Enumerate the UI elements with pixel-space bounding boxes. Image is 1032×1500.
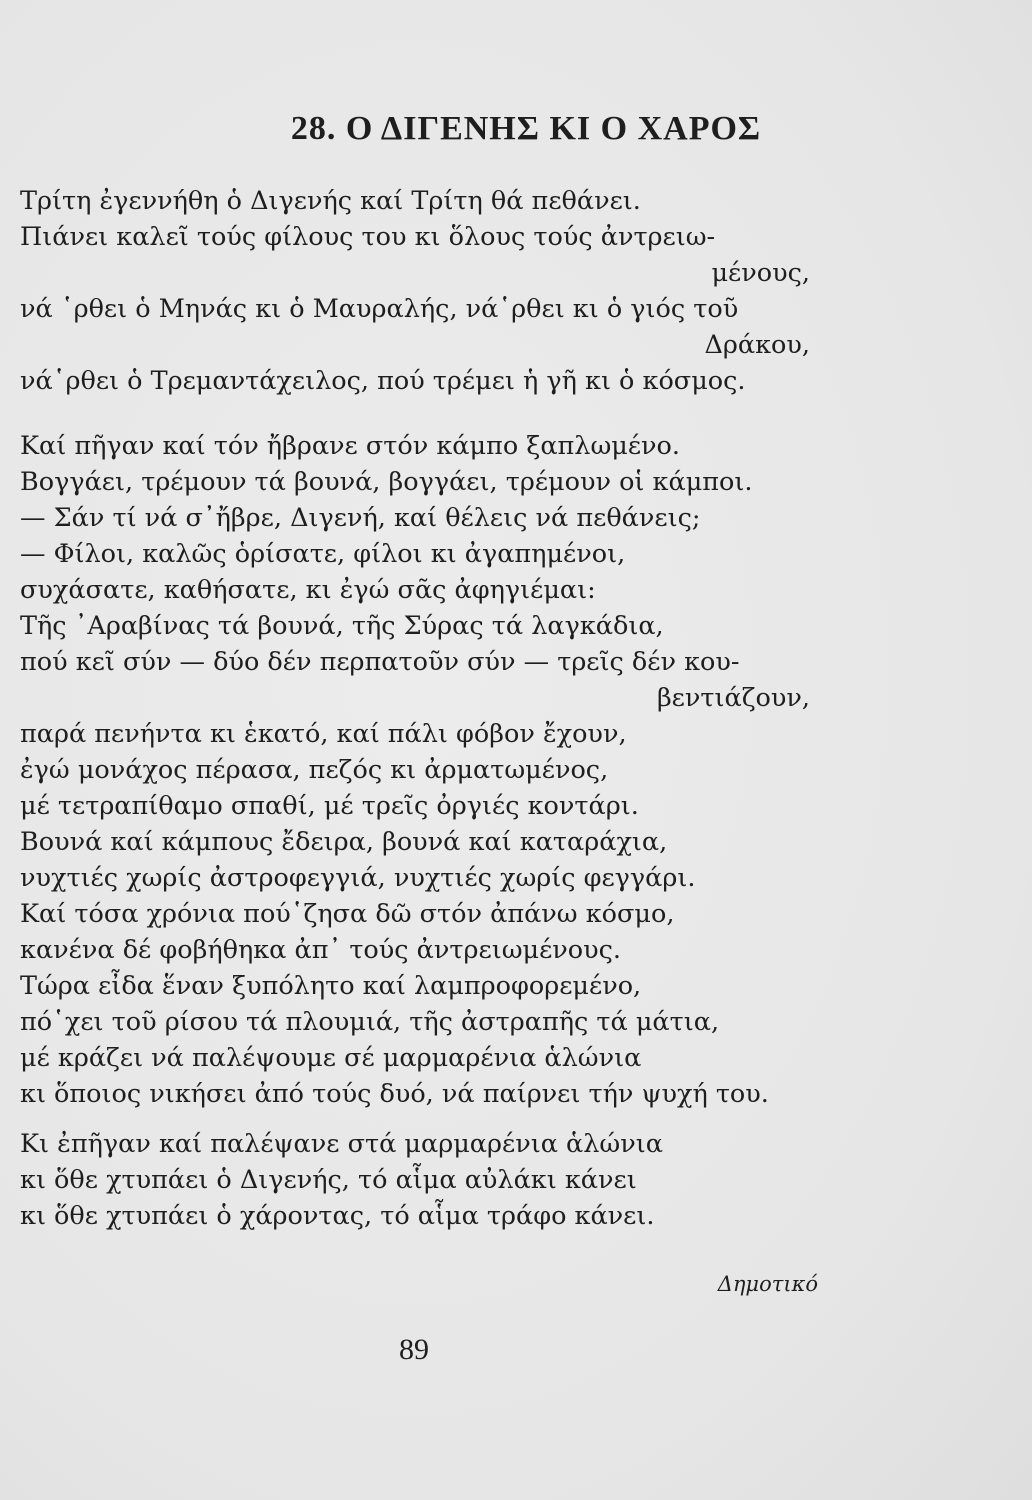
poem-line: νυχτιές χωρίς ἀστροφεγγιά, νυχτιές χωρίς φεγγάρι. [20,863,696,893]
poem-line: ἐγώ μονάχος πέρασα, πεζός κι ἀρματωμένος, [20,755,609,785]
stanza-3 [20,1126,810,1234]
poem-line: πό῾χει τοῦ ρίσου τά πλουμιά, τῆς ἀστραπῆς τά μάτια, [20,1007,720,1037]
poem-line: Πιάνει καλεῖ τούς φίλους του κι ὅλους τούς ἀντρειω- [20,222,716,252]
poem-line: Τρίτη ἐγεννήθη ὁ Διγενής καί Τρίτη θά πεθάνει. [20,186,641,216]
poem-line: — Φίλοι, καλῶς ὁρίσατε, φίλοι κι ἀγαπημένοι, [20,539,626,569]
poem-line: νά ῾ρθει ὁ Μηνάς κι ὁ Μαυραλής, νά῾ρθει κι ὁ γιός τοῦ [20,294,739,324]
poem-line: Τῆς ᾿Αραβίνας τά βουνά, τῆς Σύρας τά λαγκάδια, [20,611,664,641]
poem-line: παρά πενήντα κι ἑκατό, καί πάλι φόβον ἔχουν, [20,719,627,749]
stanza-1 [20,183,810,399]
poem-line: μέ τετραπίθαμο σπαθί, μέ τρεῖς ὀργιές κοντάρι. [20,791,639,821]
poem-line: βεντιάζουν, [656,683,810,713]
poem-line: Καί τόσα χρόνια πού῾ζησα δῶ στόν ἀπάνω κόσμο, [20,899,675,929]
poem-line: Κι ἐπῆγαν καί παλέψανε στά μαρμαρένια ἁλώνια [20,1129,663,1159]
poem-line: πού κεῖ σύν — δύο δέν περπατοῦν σύν — τρεῖς δέν κου- [20,647,740,677]
poem-line: κι ὅθε χτυπάει ὁ χάροντας, τό αἷμα τράφο κάνει. [20,1201,655,1231]
poem-line: Βουνά καί κάμπους ἔδειρα, βουνά καί καταράχια, [20,827,668,857]
poem-line: Τώρα εἶδα ἕναν ξυπόλητο καί λαμπροφορεμένο, [20,971,642,1001]
poem-line: κι ὅθε χτυπάει ὁ Διγενής, τό αἷμα αὐλάκι κάνει [20,1165,637,1195]
poem-line: συχάσατε, καθήσατε, κι ἐγώ σᾶς ἀφηγιέμαι: [20,575,596,605]
poem-line: μέ κράζει νά παλέψουμε σέ μαρμαρένια ἁλώνια [20,1043,642,1073]
page-number: 89 [399,1333,429,1366]
poem-line: Δράκου, [704,330,810,360]
poem-line: μένους, [711,258,810,288]
poem-line: νά῾ρθει ὁ Τρεμαντάχειλος, πού τρέμει ἡ γῆ κι ὁ κόσμος. [20,366,746,396]
poem-title: 28. Ο ΔΙΓΕΝΗΣ ΚΙ Ο ΧΑΡΟΣ [290,110,762,147]
stanza-2 [20,428,810,1112]
attribution: Δημοτικό [717,1272,818,1296]
poem-line: Βογγάει, τρέμουν τά βουνά, βογγάει, τρέμουν οἱ κάμποι. [20,467,753,497]
poem-line: — Σάν τί νά σ᾿ἤβρε, Διγενή, καί θέλεις νά πεθάνεις; [20,503,701,533]
poem-line: κανένα δέ φοβήθηκα ἀπ᾿ τούς ἀντρειωμένους. [20,935,622,965]
poem-line: Καί πῆγαν καί τόν ἤβρανε στόν κάμπο ξαπλωμένο. [20,431,680,461]
poem-line: κι ὅποιος νικήσει ἀπό τούς δυό, νά παίρνει τήν ψυχή του. [20,1079,769,1109]
